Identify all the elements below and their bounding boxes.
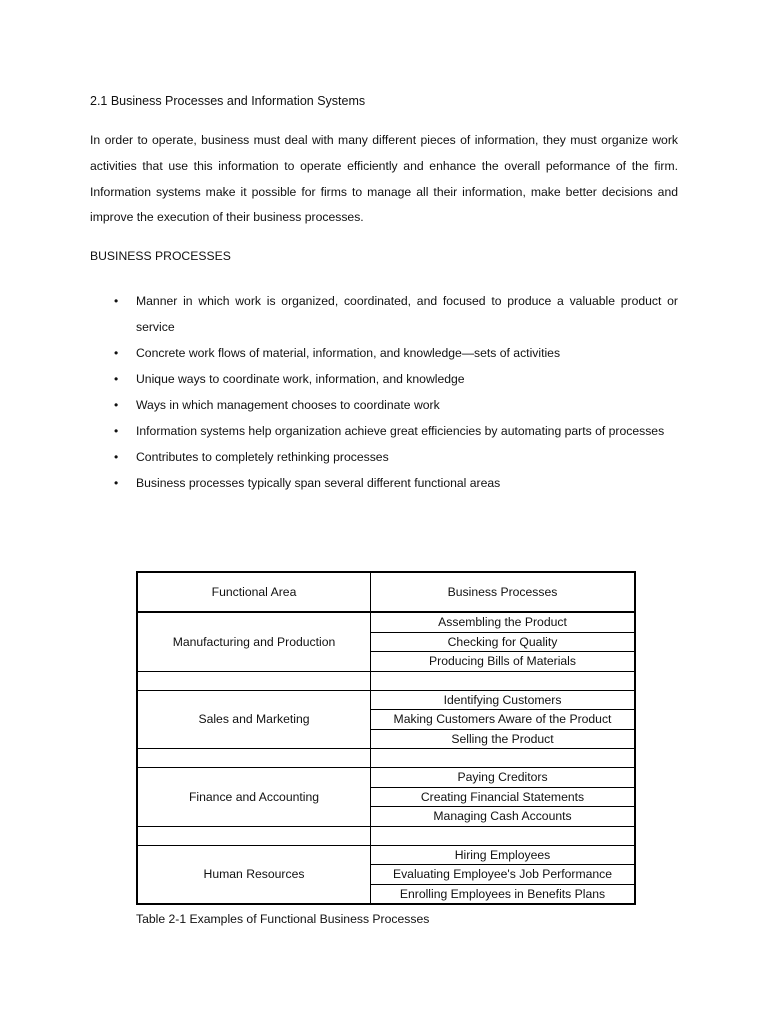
process-cell: Hiring Employees xyxy=(371,845,636,865)
table-row xyxy=(137,612,635,632)
bullet-text: Contributes to completely rethinking processes xyxy=(136,450,389,464)
empty-cell xyxy=(371,826,636,845)
header-functional-area: Functional Area xyxy=(137,572,371,612)
process-cell: Creating Financial Statements xyxy=(371,787,636,807)
empty-cell xyxy=(137,671,371,690)
table-header-row xyxy=(137,572,635,612)
process-cell: Managing Cash Accounts xyxy=(371,807,636,827)
table-row xyxy=(137,690,635,710)
process-cell: Enrolling Employees in Benefits Plans xyxy=(371,884,636,904)
table-spacer-row xyxy=(137,749,635,768)
process-cell: Producing Bills of Materials xyxy=(371,652,636,672)
functional-processes-table xyxy=(136,571,636,905)
business-processes-subheading: BUSINESS PROCESSES xyxy=(90,249,231,263)
table-spacer-row xyxy=(137,671,635,690)
empty-cell xyxy=(371,749,636,768)
bullet-item xyxy=(90,288,678,340)
bullet-item xyxy=(90,470,678,496)
bullet-item xyxy=(90,340,678,366)
table-row xyxy=(137,845,635,865)
table-spacer-row xyxy=(137,826,635,845)
section-heading: 2.1 Business Processes and Information Systems xyxy=(90,94,366,108)
functional-area-cell: Manufacturing and Production xyxy=(137,612,371,671)
bullet-item xyxy=(90,444,678,470)
bullet-text: Concrete work flows of material, information, and knowledge—sets of activities xyxy=(136,346,561,360)
process-cell: Selling the Product xyxy=(371,729,636,749)
process-cell: Checking for Quality xyxy=(371,632,636,652)
table-row xyxy=(137,768,635,788)
bullet-text: Ways in which management chooses to coordinate work xyxy=(136,398,440,412)
table-caption: Table 2-1 Examples of Functional Business Processes xyxy=(136,912,430,926)
empty-cell xyxy=(137,749,371,768)
bullet-icon: • xyxy=(114,424,119,438)
functional-area-cell: Finance and Accounting xyxy=(137,768,371,827)
bullet-icon: • xyxy=(114,294,119,308)
bullet-text: Unique ways to coordinate work, information, and knowledge xyxy=(136,372,465,386)
bullet-item xyxy=(90,418,678,444)
header-business-processes: Business Processes xyxy=(371,572,636,612)
bullet-text: Information systems help organization achieve great efficiencies by automating parts of processes xyxy=(136,424,665,438)
functional-area-cell: Sales and Marketing xyxy=(137,690,371,749)
process-cell: Paying Creditors xyxy=(371,768,636,788)
process-cell: Identifying Customers xyxy=(371,690,636,710)
empty-cell xyxy=(137,826,371,845)
process-cell: Assembling the Product xyxy=(371,612,636,632)
bullet-text: Manner in which work is organized, coordinated, and focused to produce a valuable product or service xyxy=(136,294,678,334)
bullet-icon: • xyxy=(114,346,119,360)
intro-paragraph: In order to operate, business must deal with many different pieces of information, they must organize work activities that use this information to operate efficiently and enhance the overall peformance of the firm. Information systems make it possible for firms to manage all their information, make better decisions and improve the execution of their business processes. xyxy=(90,133,678,225)
bullet-icon: • xyxy=(114,476,119,490)
bullet-text: Business processes typically span several different functional areas xyxy=(136,476,501,490)
bullet-item xyxy=(90,392,678,418)
bullet-list xyxy=(90,288,678,496)
bullet-icon: • xyxy=(114,372,119,386)
bullet-icon: • xyxy=(114,450,119,464)
functional-area-cell: Human Resources xyxy=(137,845,371,904)
bullet-icon: • xyxy=(114,398,119,412)
process-cell: Evaluating Employee's Job Performance xyxy=(371,865,636,885)
bullet-item xyxy=(90,366,678,392)
empty-cell xyxy=(371,671,636,690)
process-cell: Making Customers Aware of the Product xyxy=(371,710,636,730)
